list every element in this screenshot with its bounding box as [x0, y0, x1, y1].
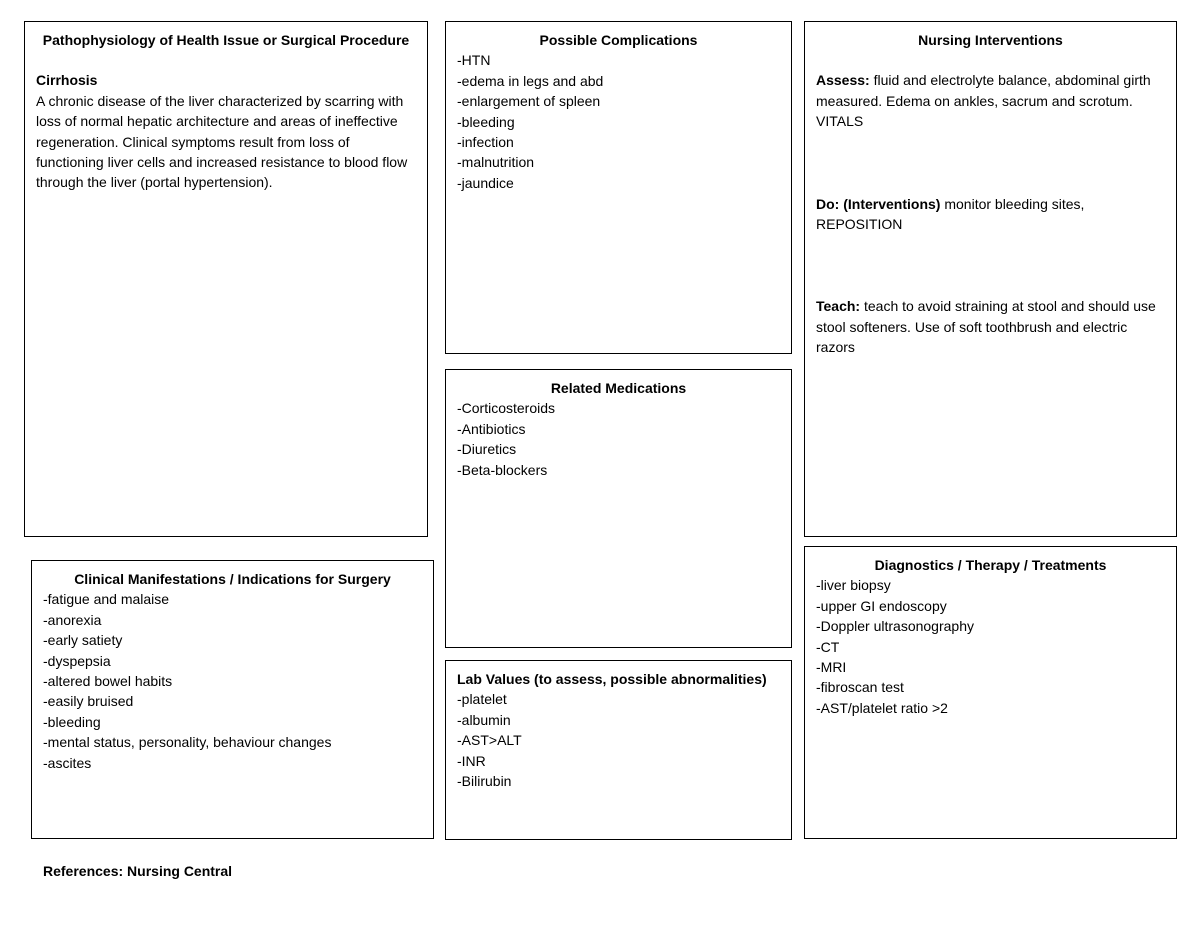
list-item: -enlargement of spleen	[457, 93, 601, 110]
list-item: -infection	[457, 134, 514, 151]
lab-values-box	[445, 660, 792, 840]
list-item: -platelet	[457, 691, 507, 708]
list-item: -edema in legs and abd	[457, 72, 604, 89]
complications-title: Possible Complications	[539, 32, 698, 48]
teach-label: Teach:	[816, 298, 861, 315]
list-item: -albumin	[457, 711, 511, 728]
list-item: -anorexia	[43, 611, 102, 628]
list-item: -malnutrition	[457, 154, 535, 171]
list-item: -dyspepsia	[43, 652, 111, 669]
list-item: -Corticosteroids	[457, 400, 556, 417]
pathophysiology-box	[24, 21, 428, 537]
teach-text: teach to avoid straining at stool and should use stool softeners. Use of soft toothbrush and electric razors	[816, 298, 1156, 356]
assess-text: fluid and electrolyte balance, abdominal girth measured. Edema on ankles, sacrum and scrotum. VITALS	[816, 72, 1151, 130]
teach-section	[816, 296, 1165, 357]
do-label: Do: (Interventions)	[816, 195, 941, 212]
list-item: -mental status, personality, behaviour changes	[43, 734, 332, 751]
list-item: -ascites	[43, 754, 92, 771]
medications-box	[445, 369, 792, 648]
lab-values-title: Lab Values (to assess, possible abnormalities)	[457, 671, 767, 687]
list-item: -early satiety	[43, 632, 123, 649]
list-item: -Doppler ultrasonography	[816, 618, 974, 635]
list-item: -jaundice	[457, 174, 514, 191]
pathophysiology-text: A chronic disease of the liver characterized by scarring with loss of normal hepatic architecture and areas of ineffective regeneration. Clinical symptoms result from loss of functioning liver cells and increased resistance to blood flow through the liver (portal hypertension).	[36, 92, 408, 191]
list-item: -altered bowel habits	[43, 673, 173, 690]
diagnostics-title: Diagnostics / Therapy / Treatments	[874, 557, 1107, 573]
do-section	[816, 194, 1165, 235]
list-item: -easily bruised	[43, 693, 134, 710]
list-item: -HTN	[457, 52, 491, 69]
list-item: -bleeding	[457, 113, 515, 130]
list-item: -upper GI endoscopy	[816, 597, 947, 614]
list-item: -Diuretics	[457, 441, 517, 458]
complications-box	[445, 21, 792, 354]
list-item: -CT	[816, 638, 840, 655]
references-text: References: Nursing Central	[43, 863, 233, 879]
list-item: -bleeding	[43, 713, 101, 730]
manifestations-box	[31, 560, 434, 839]
do-text: monitor bleeding sites, REPOSITION	[816, 195, 1085, 233]
assess-section	[816, 70, 1165, 131]
assess-label: Assess:	[816, 72, 870, 89]
nursing-interventions-box	[804, 21, 1177, 537]
medications-title: Related Medications	[550, 380, 687, 396]
manifestations-title: Clinical Manifestations / Indications for Surgery	[74, 571, 391, 587]
diagnostics-box	[804, 546, 1177, 839]
list-item: -MRI	[816, 659, 847, 676]
list-item: -INR	[457, 752, 486, 769]
pathophysiology-title: Pathophysiology of Health Issue or Surgical Procedure	[42, 32, 410, 48]
list-item: -fibroscan test	[816, 679, 904, 696]
interventions-title: Nursing Interventions	[918, 32, 1063, 48]
list-item: -AST/platelet ratio >2	[816, 699, 948, 716]
condition-name: Cirrhosis	[36, 72, 98, 89]
list-item: -Bilirubin	[457, 773, 512, 790]
list-item: -Beta-blockers	[457, 461, 548, 478]
list-item: -AST>ALT	[457, 732, 522, 749]
list-item: -fatigue and malaise	[43, 591, 170, 608]
list-item: -Antibiotics	[457, 420, 526, 437]
list-item: -liver biopsy	[816, 577, 891, 594]
